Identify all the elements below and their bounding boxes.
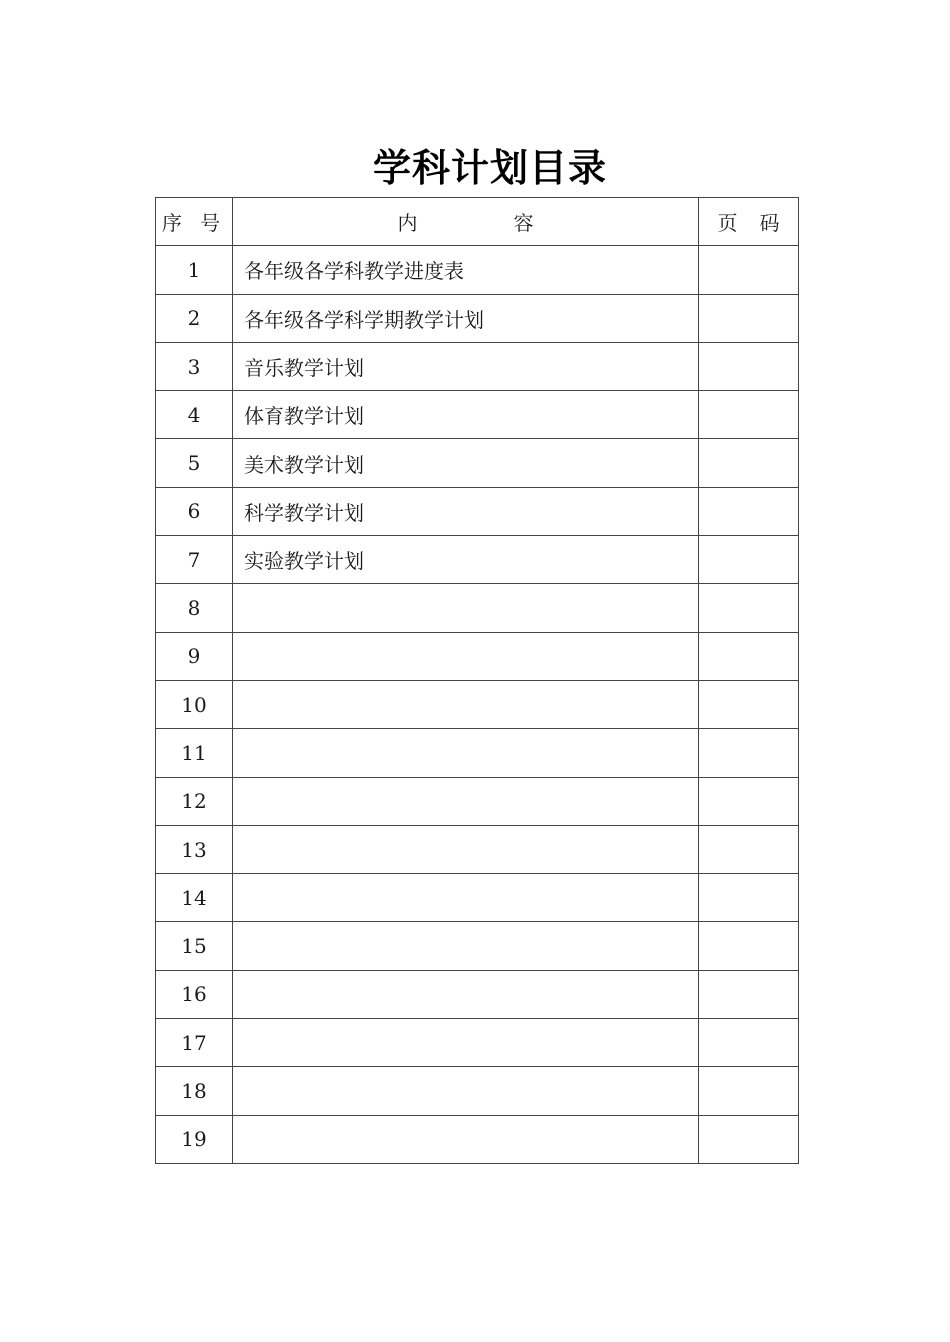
row-page: [699, 246, 799, 294]
row-content: [233, 680, 699, 728]
row-content: 科学教学计划: [233, 487, 699, 535]
table-row: [156, 1067, 799, 1115]
row-number: 2: [156, 294, 233, 342]
row-page: [699, 1067, 799, 1115]
row-page: [699, 536, 799, 584]
row-content: [233, 1019, 699, 1067]
row-number: 5: [156, 439, 233, 487]
table-row: [156, 439, 799, 487]
table-row: [156, 632, 799, 680]
row-content: [233, 1067, 699, 1115]
table-row: [156, 294, 799, 342]
row-content: [233, 1115, 699, 1163]
row-page: [699, 680, 799, 728]
table-row: [156, 922, 799, 970]
row-content: [233, 584, 699, 632]
table-row: [156, 970, 799, 1018]
table-row: [156, 246, 799, 294]
table-row: [156, 1019, 799, 1067]
table-row: [156, 777, 799, 825]
header-page-right: 码: [759, 211, 780, 236]
row-number: 11: [156, 729, 233, 777]
row-content: 音乐教学计划: [233, 342, 699, 390]
table-row: [156, 487, 799, 535]
row-number: 13: [156, 825, 233, 873]
row-page: [699, 1115, 799, 1163]
row-content: [233, 729, 699, 777]
row-number: 12: [156, 777, 233, 825]
row-number: 17: [156, 1019, 233, 1067]
row-content: 各年级各学科学期教学计划: [233, 294, 699, 342]
row-number: 15: [156, 922, 233, 970]
row-page: [699, 970, 799, 1018]
row-content: [233, 777, 699, 825]
header-content-left: 内: [397, 211, 418, 236]
row-number: 1: [156, 246, 233, 294]
header-page: [699, 198, 799, 246]
row-content: 各年级各学科教学进度表: [233, 246, 699, 294]
row-page: [699, 922, 799, 970]
row-page: [699, 487, 799, 535]
row-number: 10: [156, 680, 233, 728]
row-page: [699, 729, 799, 777]
row-content: [233, 922, 699, 970]
row-page: [699, 874, 799, 922]
table-row: [156, 729, 799, 777]
header-number: 序 号: [156, 198, 233, 246]
row-page: [699, 777, 799, 825]
table-header-row: [156, 198, 799, 246]
table-row: [156, 874, 799, 922]
row-page: [699, 825, 799, 873]
header-page-left: 页: [717, 211, 738, 236]
row-page: [699, 391, 799, 439]
row-number: 18: [156, 1067, 233, 1115]
table-row: [156, 584, 799, 632]
table-row: [156, 1115, 799, 1163]
row-number: 4: [156, 391, 233, 439]
table-row: [156, 536, 799, 584]
row-number: 8: [156, 584, 233, 632]
header-content-right: 容: [513, 211, 534, 236]
row-content: 实验教学计划: [233, 536, 699, 584]
row-page: [699, 1019, 799, 1067]
row-page: [699, 439, 799, 487]
row-content: [233, 632, 699, 680]
table-row: [156, 391, 799, 439]
row-page: [699, 294, 799, 342]
table-row: [156, 825, 799, 873]
row-number: 3: [156, 342, 233, 390]
row-page: [699, 342, 799, 390]
row-number: 9: [156, 632, 233, 680]
row-content: 美术教学计划: [233, 439, 699, 487]
table-row: [156, 680, 799, 728]
row-number: 16: [156, 970, 233, 1018]
row-number: 7: [156, 536, 233, 584]
row-content: [233, 874, 699, 922]
row-page: [699, 632, 799, 680]
row-content: [233, 825, 699, 873]
row-content: 体育教学计划: [233, 391, 699, 439]
table-row: [156, 342, 799, 390]
toc-table: [155, 197, 799, 1164]
row-content: [233, 970, 699, 1018]
page-title: 学科计划目录: [372, 146, 607, 190]
row-number: 14: [156, 874, 233, 922]
row-page: [699, 584, 799, 632]
row-number: 19: [156, 1115, 233, 1163]
row-number: 6: [156, 487, 233, 535]
header-content: [233, 198, 699, 246]
